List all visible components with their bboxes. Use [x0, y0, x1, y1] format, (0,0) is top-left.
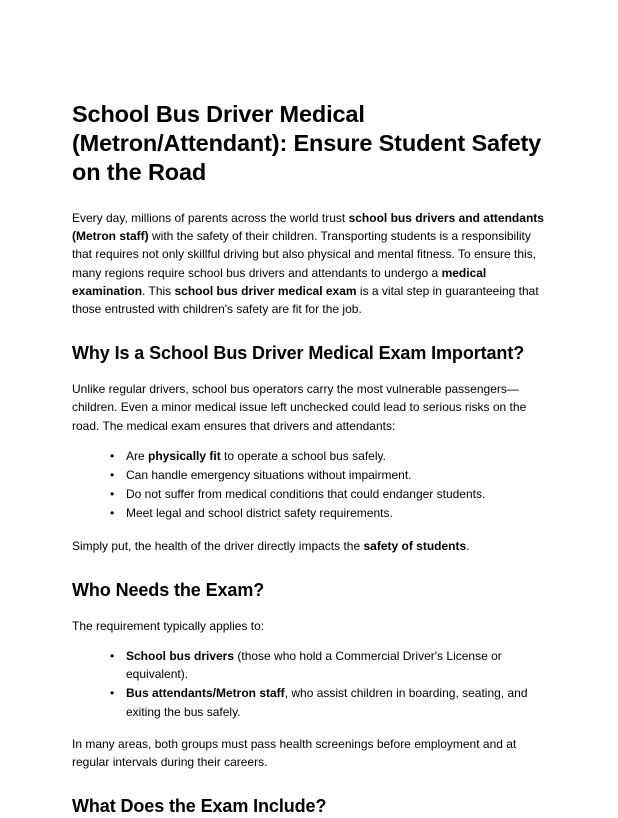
list-item-text-pre: Meet legal and school district safety requirements. [126, 506, 393, 521]
list-item-text-bold: Bus attendants/Metron staff [126, 686, 285, 701]
closing-text-pre: Simply put, the health of the driver directly impacts the [72, 538, 364, 553]
section-paragraph-who-needs: The requirement typically applies to: [72, 618, 265, 633]
section-heading-what-includes: What Does the Exam Include? [72, 796, 327, 817]
list-item-text-pre: Are [126, 448, 149, 463]
intro-paragraph [72, 209, 546, 318]
list-item-text-pre: Do not suffer from medical conditions that could endanger students. [126, 487, 486, 502]
bullet-list-exam-ensures [72, 447, 546, 523]
intro-text-1: Every day, millions of parents across the world trust [72, 211, 349, 225]
list-item [110, 684, 546, 720]
intro-text-3: . This [142, 283, 175, 298]
page-title: School Bus Driver Medical (Metron/Attendant): Ensure Student Safety on the Road [72, 101, 542, 185]
intro-text-4: is a vital step in guaranteeing that those entrusted with children's safety are fit for the job. [72, 283, 539, 317]
section-closing-who-needs [72, 735, 546, 771]
section-heading-who-needs: Who Needs the Exam? [72, 579, 265, 600]
intro-bold-1: school bus drivers and attendants (Metron staff) [72, 211, 544, 244]
bullet-list-who-needs [72, 647, 546, 721]
intro-text-2: with the safety of their children. Transporting students is a responsibility that requires not only skillful driving but also physical and mental fitness. To ensure this, many regions require school bus drivers and attendants to undergo a [72, 229, 537, 280]
list-item [110, 466, 546, 484]
list-item-text-post: to operate a school bus safely. [220, 448, 386, 463]
closing-text-bold: safety of students [363, 538, 467, 553]
list-item [110, 447, 546, 465]
closing-text-post: . [466, 538, 470, 553]
closing-text-pre: In many areas, both groups must pass health screenings before employment and at regular intervals during their careers. [72, 736, 517, 770]
list-item-text-bold: physically fit [148, 448, 221, 463]
list-item-text-post: (those who hold a Commercial Driver's License or equivalent). [126, 649, 502, 682]
intro-bold-2: medical examination [72, 265, 487, 298]
list-item-text-pre: Can handle emergency situations without impairment. [126, 468, 412, 483]
section-heading-why-important: Why Is a School Bus Driver Medical Exam Important? [72, 343, 525, 364]
section-closing-why-important [72, 537, 546, 555]
list-item-text-post: , who assist children in boarding, seating, and exiting the bus safely. [126, 686, 528, 719]
list-item-text-bold: School bus drivers [126, 649, 235, 664]
list-item [110, 504, 546, 522]
intro-bold-3: school bus driver medical exam [174, 283, 357, 298]
section-paragraph-why-important: Unlike regular drivers, school bus operators carry the most vulnerable passengers—children. Even a minor medical issue left unchecked could lead to serious risks on the road. The medical exam ensures that drivers and attendants: [72, 382, 527, 433]
list-item [110, 647, 546, 683]
list-item [110, 485, 546, 503]
